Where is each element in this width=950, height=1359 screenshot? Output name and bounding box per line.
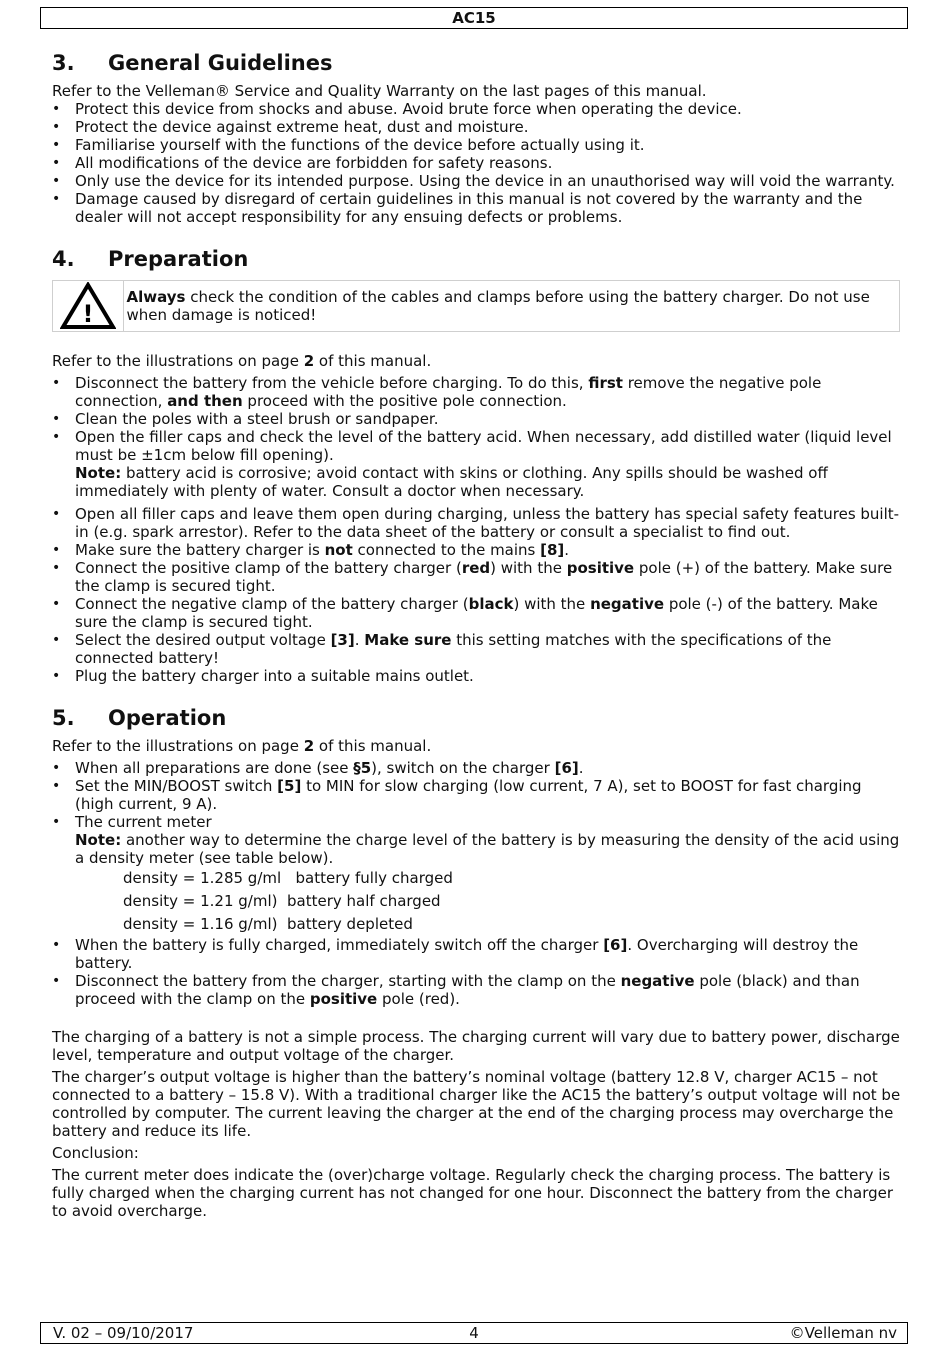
warning-triangle-icon: [53, 281, 124, 331]
list-item: • When the battery is fully charged, immediately switch off the charger [6]. Overcharging will destroy the battery.: [52, 936, 902, 972]
list-item: • Plug the battery charger into a suitable mains outlet.: [52, 667, 902, 685]
density-table: [52, 867, 902, 936]
section-3-intro: Refer to the Velleman® Service and Quality Warranty on the last pages of this manual.: [52, 82, 707, 100]
warning-text: [124, 281, 899, 331]
paragraph: The current meter does indicate the (over)charge voltage. Regularly check the charging process. The battery is fully charged when the charging current has not changed for one hour. Disconnect the battery from the charger to avoid overcharge.: [52, 1166, 894, 1220]
list-item: • Select the desired output voltage [3]. Make sure this setting matches with the specifications of the connected battery!: [52, 631, 902, 667]
section-4-intro: Refer to the illustrations on page 2 of this manual.: [52, 352, 432, 370]
list-item: • Disconnect the battery from the vehicle before charging. To do this, first remove the negative pole connection, and then proceed with the positive pole connection.: [52, 374, 902, 410]
list-item: • When all preparations are done (see §5), switch on the charger [6].: [52, 759, 902, 777]
list-item: • Damage caused by disregard of certain guidelines in this manual is not covered by the warranty and the dealer will not accept responsibility for any ensuing defects or problems.: [52, 190, 902, 226]
section-4-heading: [52, 244, 902, 274]
list-item: • All modifications of the device are forbidden for safety reasons.: [52, 154, 902, 172]
section-5-heading: [52, 703, 902, 733]
list-item: • Connect the positive clamp of the battery charger (red) with the positive pole (+) of the battery. Make sure the clamp is secured tight.: [52, 559, 902, 595]
section-title: Operation: [108, 706, 227, 730]
warning-box: [52, 280, 900, 332]
preparation-list: [52, 374, 902, 685]
svg-text:!: !: [82, 300, 94, 328]
page-body: [52, 48, 902, 1220]
warning-emphasis: Always: [126, 288, 186, 306]
footer-page-number: 4: [469, 1324, 479, 1342]
section-number: 4.: [52, 247, 75, 271]
density-row: density = 1.21 g/ml) battery half charged: [123, 892, 441, 910]
list-item: • The current meter Note: another way to determine the charge level of the battery is by measuring the density of the acid using a density meter (see table below).: [52, 813, 902, 867]
guidelines-list: [52, 100, 902, 226]
section-title: General Guidelines: [108, 51, 333, 75]
section-title: Preparation: [108, 247, 249, 271]
paragraph: The charging of a battery is not a simple process. The charging current will vary due to battery power, discharge level, temperature and output voltage of the charger.: [52, 1028, 900, 1064]
list-item: • Set the MIN/BOOST switch [5] to MIN for slow charging (low current, 7 A), set to BOOST for fast charging (high current, 9 A).: [52, 777, 902, 813]
operation-list-continued: [52, 936, 902, 1008]
list-item: • Protect this device from shocks and abuse. Avoid brute force when operating the device.: [52, 100, 902, 118]
list-item: • Clean the poles with a steel brush or sandpaper.: [52, 410, 902, 428]
footer-version: V. 02 – 09/10/2017: [53, 1324, 194, 1342]
list-item: • Open the filler caps and check the level of the battery acid. When necessary, add distilled water (liquid level must be ±1cm below fill opening). Note: battery acid is corrosive; avoid contact with skins or clothing. Any spills should be washed off immediately with plenty of water. Consult a doctor when necessary.: [52, 428, 902, 500]
list-item: • Familiarise yourself with the functions of the device before actually using it.: [52, 136, 902, 154]
section-number: 3.: [52, 51, 75, 75]
density-row: density = 1.16 g/ml) battery depleted: [123, 915, 413, 933]
list-item: • Connect the negative clamp of the battery charger (black) with the negative pole (-) of the battery. Make sure the clamp is secured tight.: [52, 595, 902, 631]
list-item: • Open all filler caps and leave them open during charging, unless the battery has special safety features built-in (e.g. spark arrestor). Refer to the data sheet of the battery or consult a specialist to find out.: [52, 505, 902, 541]
list-item: • Make sure the battery charger is not connected to the mains [8].: [52, 541, 902, 559]
page-header: [40, 7, 908, 29]
paragraph: The charger’s output voltage is higher than the battery’s nominal voltage (battery 12.8 V, charger AC15 – not connected to a battery – 15.8 V). With a traditional charger like the AC15 the battery’s output voltage will not be controlled by computer. The current leaving the charger at the end of the charging process may overcharge the battery and reduce its life.: [52, 1068, 901, 1140]
list-item: • Protect the device against extreme heat, dust and moisture.: [52, 118, 902, 136]
section-3-heading: [52, 48, 902, 78]
page-footer: [40, 1322, 908, 1344]
section-5-intro: Refer to the illustrations on page 2 of this manual.: [52, 737, 432, 755]
footer-copyright: ©Velleman nv: [789, 1324, 897, 1342]
list-item: • Only use the device for its intended purpose. Using the device in an unauthorised way will void the warranty.: [52, 172, 902, 190]
list-item: • Disconnect the battery from the charger, starting with the clamp on the negative pole (black) and than proceed with the clamp on the positive pole (red).: [52, 972, 902, 1008]
header-title: AC15: [452, 9, 496, 27]
warning-body: check the condition of the cables and clamps before using the battery charger. Do not use when damage is noticed!: [126, 288, 870, 324]
density-row: density = 1.285 g/ml battery fully charged: [123, 869, 453, 887]
section-number: 5.: [52, 706, 75, 730]
operation-list: [52, 759, 902, 867]
paragraph: Conclusion:: [52, 1144, 139, 1162]
